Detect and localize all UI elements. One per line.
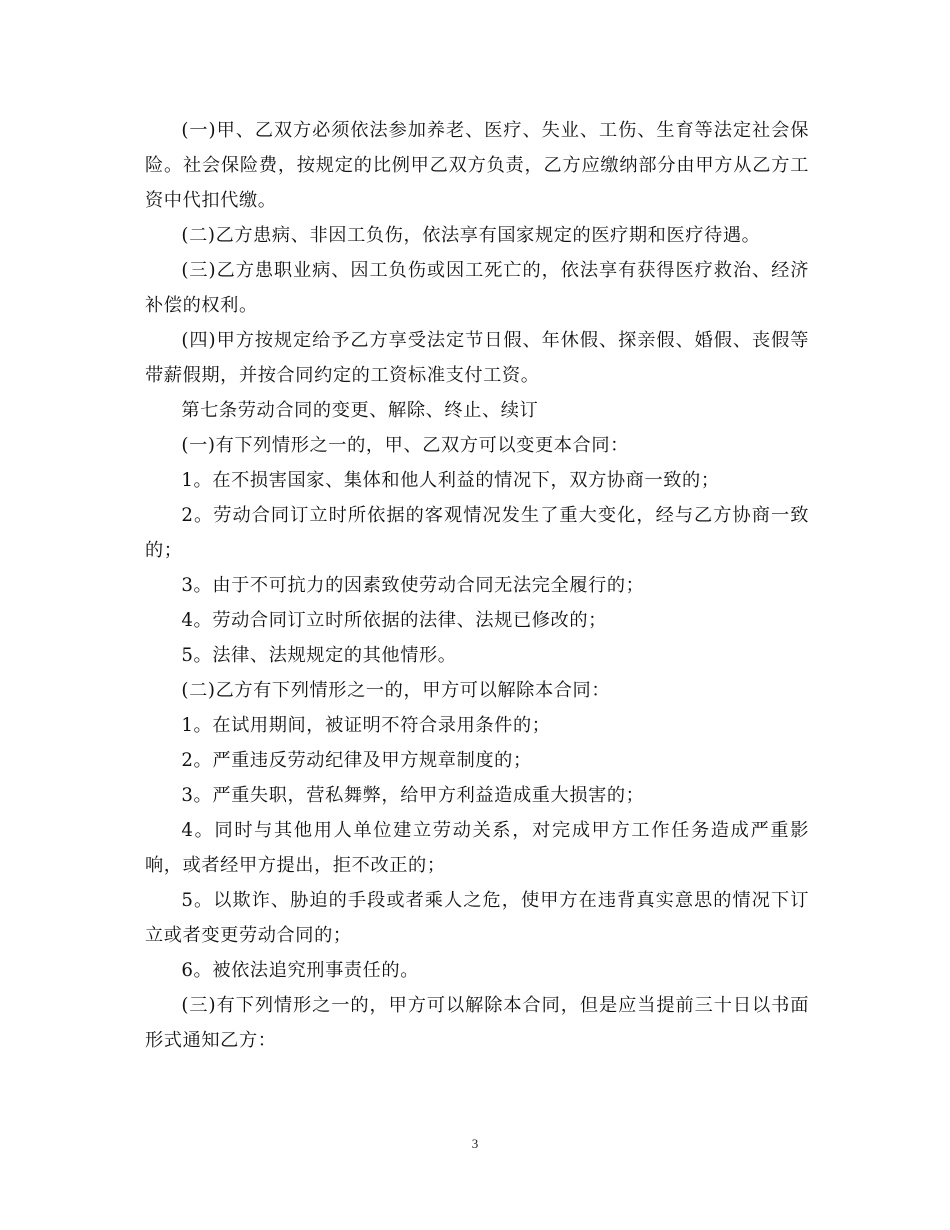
list-item-termination-2: 2。严重违反劳动纪律及甲方规章制度的； [181, 750, 532, 771]
list-item-termination-6: 6。被依法追究刑事责任的。 [181, 960, 420, 981]
document-body [145, 113, 809, 1058]
paragraph-occupational-disease: (三)乙方患职业病、因工负伤或因工死亡的，依法享有获得医疗救治、经济补偿的权利。 [145, 260, 809, 316]
page-number: 3 [471, 1136, 479, 1151]
list-item-change-3: 3。由于不可抗力的因素致使劳动合同无法完全履行的； [181, 575, 645, 596]
list-item-change-2: 2。劳动合同订立时所依据的客观情况发生了重大变化，经与乙方协商一致的； [145, 505, 809, 561]
paragraph-paid-leave: (四)甲方按规定给予乙方享受法定节日假、年休假、探亲假、婚假、丧假等带薪假期，并按合同约定的工资标准支付工资。 [145, 330, 809, 386]
list-item-change-1: 1。在不损害国家、集体和他人利益的情况下，双方协商一致的； [181, 470, 720, 491]
list-item-change-5: 5。法律、法规规定的其他情形。 [181, 645, 457, 666]
paragraph-illness-injury: (二)乙方患病、非因工负伤，依法享有国家规定的医疗期和医疗待遇。 [181, 225, 761, 246]
list-item-termination-5: 5。以欺诈、胁迫的手段或者乘人之危，使甲方在违背真实意思的情况下订立或者变更劳动合同的； [145, 890, 809, 946]
paragraph-social-insurance: (一)甲、乙双方必须依法参加养老、医疗、失业、工伤、生育等法定社会保险。社会保险费，按规定的比例甲乙双方负责，乙方应缴纳部分由甲方从乙方工资中代扣代缴。 [145, 120, 809, 211]
paragraph-notice-termination: (三)有下列情形之一的，甲方可以解除本合同，但是应当提前三十日以书面形式通知乙方： [145, 995, 809, 1051]
list-item-termination-3: 3。严重失职，营私舞弊，给甲方利益造成重大损害的； [181, 785, 645, 806]
list-item-termination-1: 1。在试用期间，被证明不符合录用条件的； [181, 715, 551, 736]
paragraph-change-conditions: (一)有下列情形之一的，甲、乙双方可以变更本合同： [181, 435, 629, 456]
article-7-heading: 第七条劳动合同的变更、解除、终止、续订 [181, 400, 539, 421]
list-item-termination-4: 4。同时与其他用人单位建立劳动关系，对完成甲方工作任务造成严重影响，或者经甲方提出，拒不改正的； [145, 820, 809, 876]
list-item-change-4: 4。劳动合同订立时所依据的法律、法规已修改的； [181, 610, 607, 631]
paragraph-termination-conditions: (二)乙方有下列情形之一的，甲方可以解除本合同： [181, 680, 611, 701]
